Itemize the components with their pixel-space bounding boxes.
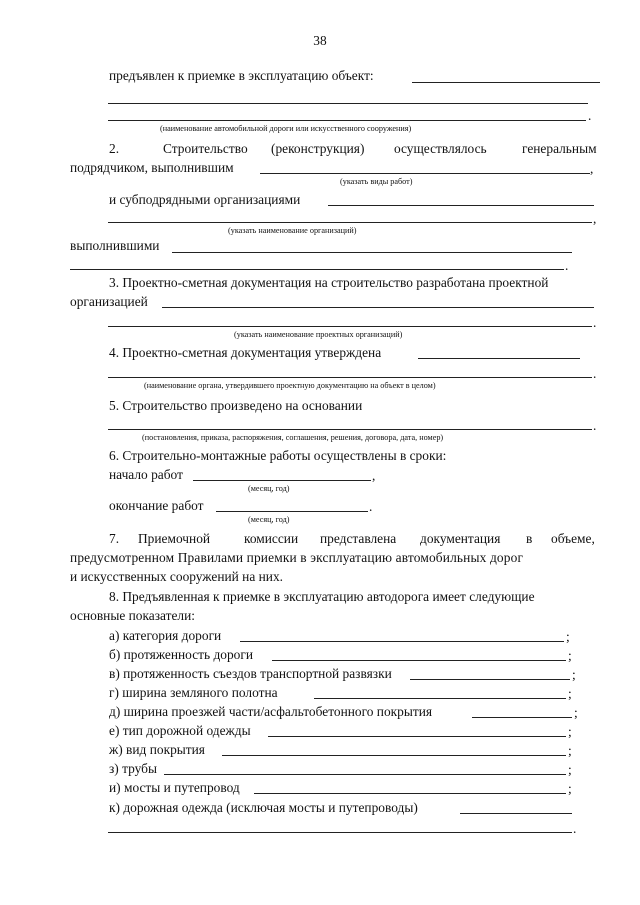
- subcontractors-blank-1[interactable]: [328, 205, 594, 206]
- performed-blank-1[interactable]: [172, 252, 572, 253]
- indicator-label: в) протяженность съездов транспортной развязки: [109, 666, 392, 681]
- item2-line2: подрядчиком, выполнившим: [70, 160, 234, 175]
- item4-text: 4. Проектно-сметная документация утверждена: [109, 345, 382, 360]
- item8-line1: 8. Предъявленная к приемке в эксплуатацию автодорога имеет следующие: [109, 589, 535, 604]
- period: .: [588, 108, 592, 123]
- indicator-label: г) ширина земляного полотна: [109, 685, 278, 700]
- item2-word-2: (реконструкция): [271, 141, 365, 156]
- semicolon: ;: [568, 648, 572, 663]
- item7-word-5: в: [526, 531, 533, 546]
- start-date-blank[interactable]: [193, 480, 371, 481]
- indicator-blank[interactable]: [472, 717, 572, 718]
- caption-works: (указать виды работ): [340, 177, 413, 186]
- indicator-label: к) дорожная одежда (исключая мосты и путепроводы): [109, 800, 418, 815]
- comma: ,: [372, 468, 376, 483]
- indicator-blank[interactable]: [254, 793, 566, 794]
- design-org-blank-1[interactable]: [162, 307, 594, 308]
- indicator-label: з) трубы: [109, 761, 157, 776]
- caption-object: (наименование автомобильной дороги или искусственного сооружения): [160, 124, 412, 133]
- item7-num: 7.: [109, 531, 120, 546]
- period: .: [593, 418, 597, 433]
- indicator-label: е) тип дорожной одежды: [109, 723, 251, 738]
- item7-word-4: документация: [420, 531, 501, 546]
- item7-word-1: Приемочной: [138, 531, 211, 546]
- basis-blank[interactable]: [108, 429, 592, 430]
- caption-month-year: (месяц, год): [248, 484, 290, 493]
- item7-line3: и искусственных сооружений на них.: [70, 569, 284, 584]
- item7-word-3: представлена: [320, 531, 397, 546]
- item7-word-2: комиссии: [244, 531, 299, 546]
- object-blank-1[interactable]: [412, 82, 600, 83]
- semicolon: ;: [572, 667, 576, 682]
- indicator-blank[interactable]: [240, 641, 564, 642]
- item6-start: начало работ: [109, 467, 183, 482]
- end-date-blank[interactable]: [216, 511, 368, 512]
- item2-word-4: генеральным: [522, 141, 597, 156]
- comma: ,: [590, 161, 594, 176]
- item2-word-3: осуществлялось: [394, 141, 487, 156]
- approved-blank-2[interactable]: [108, 377, 592, 378]
- indicator-blank[interactable]: [164, 774, 566, 775]
- semicolon: ;: [568, 781, 572, 796]
- intro-text: предъявлен к приемке в эксплуатацию объект:: [109, 68, 374, 83]
- semicolon: ;: [568, 762, 572, 777]
- indicator-blank[interactable]: [272, 660, 566, 661]
- caption-basis: (постановления, приказа, распоряжения, соглашения, решения, договора, дата, номер): [142, 433, 444, 442]
- indicator-label: ж) вид покрытия: [109, 742, 205, 757]
- item7-line2: предусмотренном Правилами приемки в эксплуатацию автомобильных дорог: [70, 550, 524, 565]
- semicolon: ;: [568, 743, 572, 758]
- item5-text: 5. Строительство произведено на основании: [109, 398, 363, 413]
- semicolon: ;: [566, 629, 570, 644]
- indicator-label: и) мосты и путепровод: [109, 780, 240, 795]
- design-org-blank-2[interactable]: [108, 326, 592, 327]
- period: .: [573, 821, 577, 836]
- indicator-blank[interactable]: [460, 813, 572, 814]
- performed-blank-2[interactable]: [70, 269, 564, 270]
- caption-design-orgs: (указать наименование проектных организаций): [234, 330, 403, 339]
- pavement-blank-2[interactable]: [108, 832, 572, 833]
- item2-word-1: Строительство: [163, 141, 248, 156]
- item3-line1: 3. Проектно-сметная документация на строительство разработана проектной: [109, 275, 549, 290]
- period: .: [593, 366, 597, 381]
- item2-subcontractors: и субподрядными организациями: [109, 192, 301, 207]
- comma: ,: [593, 211, 597, 226]
- period: .: [565, 258, 569, 273]
- item3-line2: организацией: [70, 294, 148, 309]
- indicator-blank[interactable]: [314, 698, 566, 699]
- indicator-blank[interactable]: [268, 736, 566, 737]
- item2-performed: выполнившими: [70, 238, 160, 253]
- item6-end: окончание работ: [109, 498, 204, 513]
- works-blank[interactable]: [260, 173, 590, 174]
- item7-word-6: объеме,: [551, 531, 595, 546]
- caption-approval-body: (наименование органа, утвердившего проектную документацию на объект в целом): [144, 381, 436, 390]
- caption-orgs: (указать наименование организаций): [228, 226, 357, 235]
- semicolon: ;: [568, 686, 572, 701]
- object-blank-2[interactable]: [108, 103, 588, 104]
- indicator-blank[interactable]: [222, 755, 566, 756]
- indicator-blank[interactable]: [410, 679, 570, 680]
- period: .: [369, 499, 373, 514]
- object-blank-3[interactable]: [108, 120, 586, 121]
- semicolon: ;: [568, 724, 572, 739]
- approved-blank-1[interactable]: [418, 358, 580, 359]
- item6-text: 6. Строительно-монтажные работы осуществлены в сроки:: [109, 448, 447, 463]
- indicator-label: а) категория дороги: [109, 628, 222, 643]
- indicator-label: б) протяженность дороги: [109, 647, 254, 662]
- item8-line2: основные показатели:: [70, 608, 195, 623]
- period: .: [593, 315, 597, 330]
- indicator-label: д) ширина проезжей части/асфальтобетонного покрытия: [109, 704, 433, 719]
- caption-month-year: (месяц, год): [248, 515, 290, 524]
- semicolon: ;: [574, 705, 578, 720]
- subcontractors-blank-2[interactable]: [108, 222, 592, 223]
- page-number: 38: [313, 33, 327, 48]
- item2-num: 2.: [109, 141, 120, 156]
